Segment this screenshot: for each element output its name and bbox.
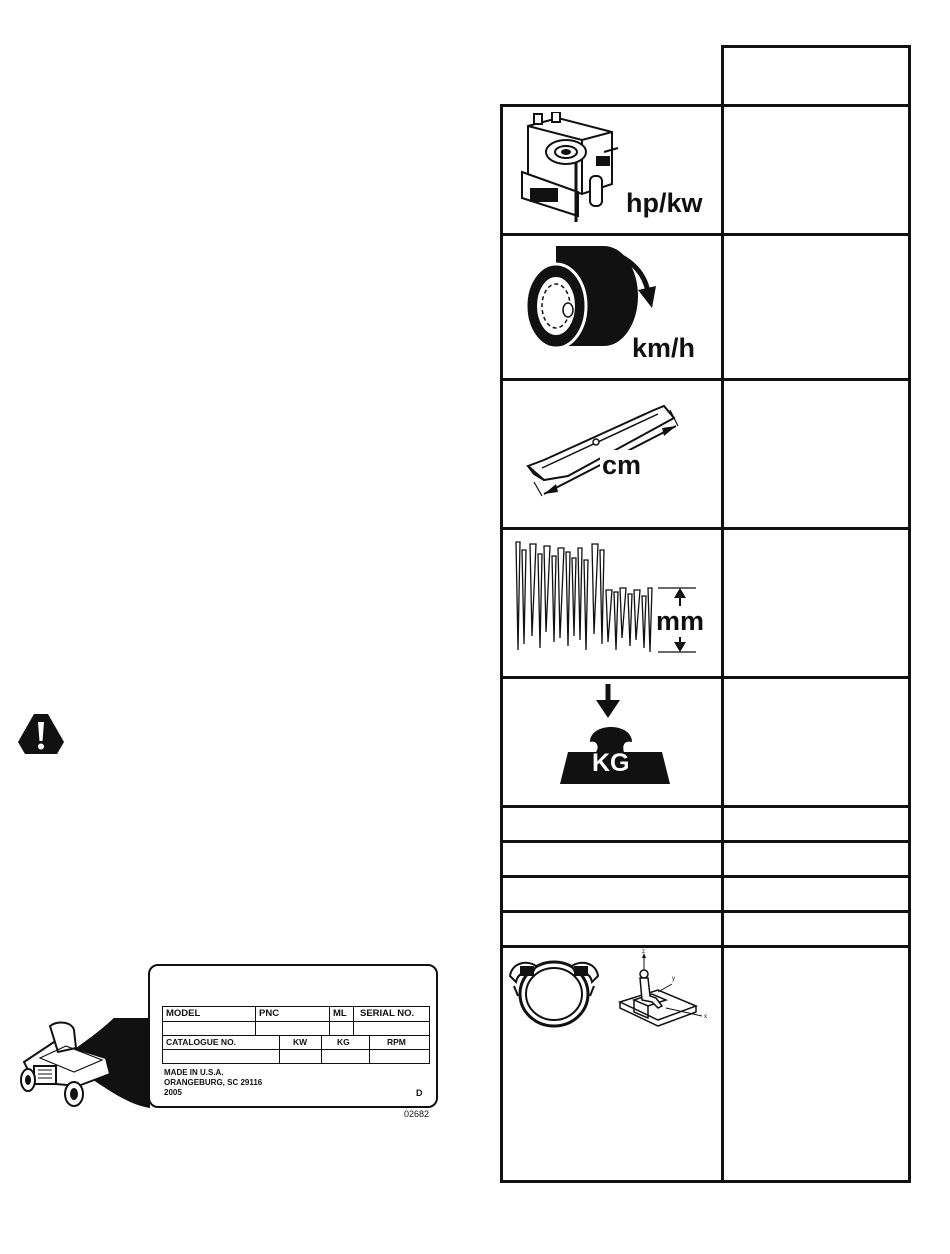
seat-vibration-icon [614, 950, 714, 1032]
rating-plate-table [162, 1006, 430, 1064]
location-text: ORANGEBURG, SC 29116 [164, 1078, 263, 1087]
made-in-text: MADE IN U.S.A. [164, 1068, 224, 1077]
tractor-icon [14, 1018, 154, 1114]
label-model: MODEL [166, 1008, 201, 1019]
unit-mm: mm [656, 606, 705, 636]
engine-icon [518, 112, 630, 228]
unit-km-h: km/h [632, 333, 696, 363]
label-ml: ML [333, 1008, 347, 1019]
axis-z-label: z [642, 949, 645, 955]
figure-reference: 02682 [404, 1109, 430, 1119]
grass-height-icon [512, 540, 700, 660]
label-pnc: PNC [259, 1008, 280, 1019]
unit-hp-kw: hp/kw [626, 188, 703, 218]
year-text: 2005 [164, 1088, 182, 1097]
rating-plate [148, 964, 438, 1108]
label-catalogue-no: CATALOGUE NO. [166, 1037, 237, 1047]
warning-icon [18, 712, 64, 754]
label-kw: KW [293, 1037, 308, 1047]
unit-kg: KG [592, 749, 630, 777]
label-serial-no: SERIAL NO. [360, 1008, 415, 1019]
unit-cm: cm [602, 450, 642, 480]
axis-x-label: x [704, 1014, 707, 1020]
plate-code: D [416, 1088, 423, 1098]
axis-y-label: y [672, 976, 675, 982]
steering-wheel-vibration-icon [508, 956, 604, 1030]
label-rpm: RPM [387, 1037, 406, 1047]
label-kg: KG [337, 1037, 350, 1047]
